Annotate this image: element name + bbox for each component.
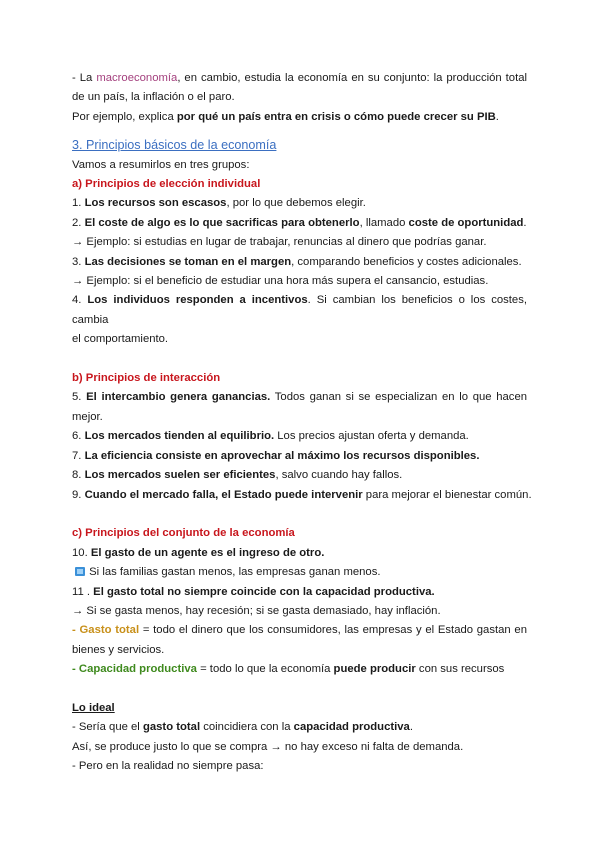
ideal-line-3: - Pero en la realidad no siempre pasa: — [72, 760, 264, 773]
principle-4-line-2: el comportamiento. — [72, 333, 169, 346]
capacidad-productiva-term: Capacidad productiva — [78, 663, 197, 676]
text: 6. — [72, 430, 85, 443]
text: - Sería que el — [72, 721, 143, 734]
principle-1 — [72, 194, 527, 213]
principle-5 — [72, 388, 527, 407]
bold-text: puede producir — [333, 663, 416, 676]
gasto-total-definition — [72, 621, 527, 640]
principle-9 — [72, 486, 532, 505]
bold-text: Cuando el mercado falla, el Estado puede intervenir — [84, 488, 363, 501]
text: 2. — [72, 216, 85, 229]
text: , por lo que debemos elegir. — [226, 197, 366, 210]
gasto-total-line-2: bienes y servicios. — [72, 643, 165, 656]
text: . Si cambian los beneficios o los costes, cambia — [72, 294, 527, 326]
bold-text: Los mercados suelen ser eficientes — [84, 469, 276, 482]
group-c-title: c) Principios del conjunto de la economía — [72, 527, 295, 540]
principle-2 — [72, 214, 527, 233]
principle-11 — [72, 583, 527, 602]
text: , comparando beneficios y costes adicionales. — [291, 255, 522, 268]
principle-5-line-2: mejor. — [72, 410, 103, 423]
intro-line-3 — [72, 108, 527, 127]
text: Los precios ajustan oferta y demanda. — [274, 430, 469, 443]
macroeconomia-term: macroeconomía — [96, 72, 178, 84]
text: con sus recursos — [415, 663, 505, 676]
principle-4 — [72, 291, 527, 330]
text: 5. — [72, 391, 87, 404]
text: . — [409, 721, 413, 734]
text: para mejorar el bienestar común. — [362, 488, 532, 501]
ideal-line-1 — [72, 718, 527, 737]
group-a-title: a) Principios de elección individual — [72, 178, 261, 191]
bold-text: El intercambio genera ganancias. — [86, 391, 271, 404]
text: = todo lo que la economía — [196, 663, 334, 676]
dash: - — [72, 663, 79, 676]
principle-10 — [72, 544, 527, 563]
bold-text: coste de oportunidad — [408, 216, 524, 229]
bold-text: Los mercados tienden al equilibrio. — [84, 430, 275, 443]
ideal-line-2: Así, se produce justo lo que se compra → no hay exceso ni falta de demanda. — [72, 740, 464, 753]
text: , llamado — [359, 216, 409, 229]
group-b-title: b) Principios de interacción — [72, 372, 221, 385]
bold-text: El gasto de un agente es el ingreso de otro. — [90, 546, 325, 559]
text: Por ejemplo, explica — [72, 110, 177, 123]
text: , salvo cuando hay fallos. — [275, 469, 403, 482]
text: . — [523, 216, 527, 229]
bold-text: El gasto total no siempre coincide con la capacidad productiva. — [93, 585, 435, 598]
intro-line-2: de un país, la inflación o el paro. — [72, 91, 235, 104]
principle-2-example: → Ejemplo: si estudias en lugar de trabajar, renuncias al dinero que podrías ganar. — [72, 236, 487, 249]
section-heading: 3. Principios básicos de la economía — [72, 138, 277, 153]
principle-11-example: → Si se gasta menos, hay recesión; si se gasta demasiado, hay inflación. — [72, 604, 441, 617]
text: 8. — [72, 469, 85, 482]
principle-10-tip — [72, 563, 527, 582]
principle-7 — [72, 447, 527, 466]
bold-text: gasto total — [142, 721, 201, 734]
capacidad-definition — [72, 660, 527, 679]
text: . — [495, 110, 499, 123]
dash: - — [72, 624, 80, 637]
text: 9. — [72, 488, 85, 501]
gasto-total-term: Gasto total — [79, 624, 140, 637]
principle-3 — [72, 253, 527, 272]
text: 10. — [72, 546, 91, 559]
bold-text: El coste de algo es lo que sacrificas para obtenerlo — [84, 216, 360, 229]
text: Todos ganan si se especializan en lo que hacen — [270, 391, 528, 404]
text: 1. — [72, 197, 85, 210]
text: 4. — [72, 294, 88, 307]
principle-8 — [72, 466, 527, 485]
principle-3-example: → Ejemplo: si el beneficio de estudiar una hora más supera el cansancio, estudias. — [72, 275, 489, 288]
light-blue-square-icon — [75, 567, 85, 576]
principle-6 — [72, 427, 527, 446]
bold-text: Los individuos responden a incentivos — [87, 294, 308, 307]
bold-text: Las decisiones se toman en el margen — [84, 255, 292, 268]
bold-text: por qué un país entra en crisis o cómo puede crecer su PIB — [176, 110, 496, 123]
bold-text: capacidad productiva — [293, 721, 410, 734]
bold-text: Los recursos son escasos — [84, 197, 227, 210]
text: - La — [72, 72, 97, 84]
text: 11 . — [72, 585, 94, 598]
text: Si las familias gastan menos, las empresas ganan menos. — [89, 566, 381, 579]
text: = todo el dinero que los consumidores, las empresas y el Estado gastan en — [139, 624, 527, 637]
ideal-title: Lo ideal — [72, 701, 115, 714]
text: coincidiera con la — [200, 721, 294, 734]
text: 3. — [72, 255, 85, 268]
bold-text: La eficiencia consiste en aprovechar al máximo los recursos disponibles. — [84, 449, 480, 462]
section-intro: Vamos a resumirlos en tres grupos: — [72, 158, 250, 171]
text: 7. — [72, 449, 85, 462]
intro-line-1 — [72, 69, 527, 88]
text: , en cambio, estudia la economía en su conjunto: la producción total — [177, 72, 528, 84]
document-page — [72, 69, 532, 777]
